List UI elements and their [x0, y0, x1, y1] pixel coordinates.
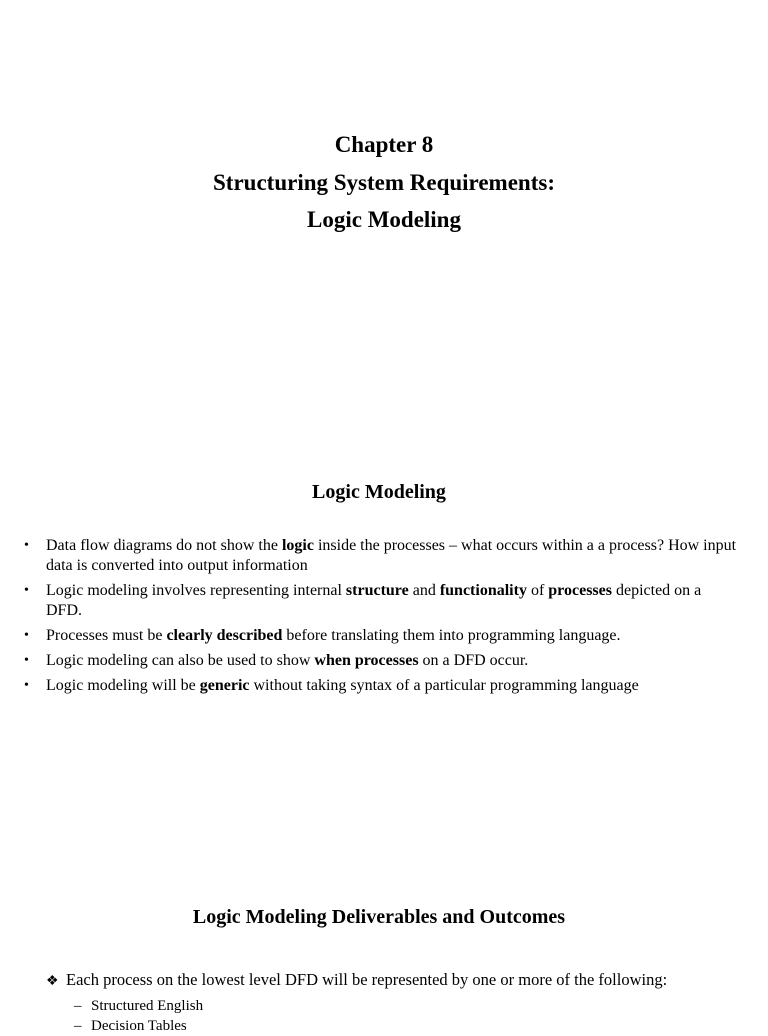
bullet-text: Logic modeling will be: [46, 677, 200, 694]
bullet-text: Logic modeling involves representing internal: [46, 582, 346, 599]
bullet-text: without taking syntax of a particular programming language: [249, 677, 639, 694]
bullet-emphasis: functionality: [439, 582, 527, 599]
bullet-emphasis: logic: [281, 537, 314, 554]
bullet-item: [0, 626, 768, 646]
bullet-dot-icon: •: [24, 628, 29, 643]
bullet-dot-icon: •: [24, 538, 29, 553]
sub-item-text: Decision Tables: [91, 1018, 187, 1034]
bullet-list: [0, 536, 768, 701]
bullet-emphasis: when processes: [314, 652, 419, 669]
bullet-emphasis: structure: [345, 582, 409, 599]
title-line-2: Logic Modeling: [307, 207, 461, 232]
bullet-text: on a DFD occur.: [418, 652, 529, 669]
logic-modeling-slide: [0, 430, 768, 870]
bullet-text: Processes must be: [46, 627, 167, 644]
bullet-dot-icon: •: [24, 583, 29, 598]
bullet-text: and: [408, 582, 440, 599]
dash-bullet-icon: –: [74, 998, 82, 1014]
chapter-label: Chapter 8: [334, 132, 434, 157]
bullet-emphasis: processes: [548, 582, 612, 599]
bullet-text: Logic modeling can also be used to show: [46, 652, 315, 669]
sub-item-text: Structured English: [91, 998, 204, 1014]
bullet-dot-icon: •: [24, 653, 29, 668]
title-line-1: Structuring System Requirements:: [213, 169, 555, 195]
sub-list-item: [74, 1016, 203, 1036]
bullet-item: [0, 651, 768, 671]
slide-heading: Logic Modeling Deliverables and Outcomes: [192, 906, 566, 928]
dash-bullet-icon: –: [74, 1018, 82, 1034]
deliverables-slide: [0, 870, 768, 1034]
main-item-text: Each process on the lowest level DFD will be represented by one or more of the following:: [66, 970, 668, 989]
title-slide: [0, 0, 768, 430]
sub-list-item: [74, 996, 203, 1016]
diamond-bullet-icon: ❖: [46, 974, 59, 989]
bullet-text: Data flow diagrams do not show the: [46, 537, 282, 554]
bullet-dot-icon: •: [24, 678, 29, 693]
bullet-text: depicted on a DFD.: [46, 582, 702, 619]
bullet-item: [0, 536, 768, 576]
bullet-item: [0, 581, 768, 621]
bullet-text: of: [526, 582, 549, 599]
bullet-text: inside the processes – what occurs within a a process? How input data is converted into output information: [46, 537, 737, 574]
slide-heading: Logic Modeling: [312, 481, 446, 503]
bullet-emphasis: generic: [199, 677, 250, 694]
main-list-item: [46, 970, 667, 992]
title-block: [0, 126, 768, 239]
bullet-text: before translating them into programming language.: [282, 627, 621, 644]
bullet-item: [0, 676, 768, 696]
sub-list: [74, 996, 203, 1036]
bullet-emphasis: clearly described: [166, 627, 283, 644]
